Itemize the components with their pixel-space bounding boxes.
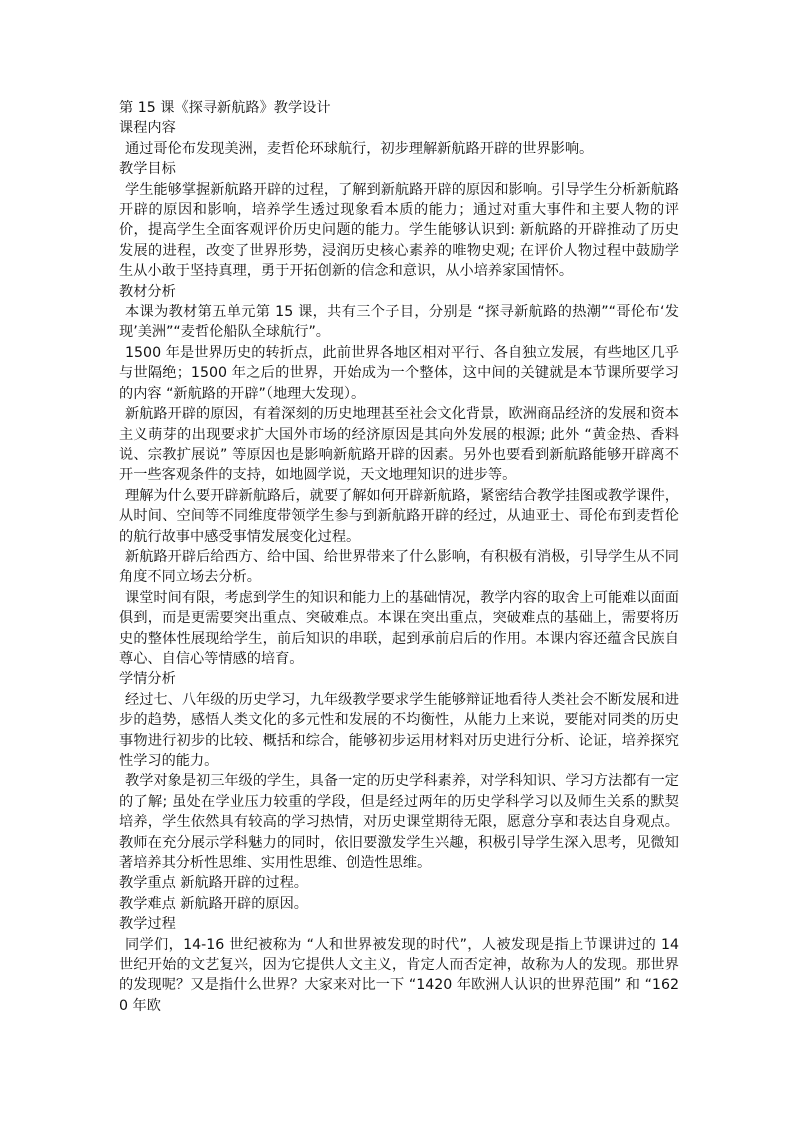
paragraph: 新航路开辟后给西方、给中国、给世界带来了什么影响，有积极有消极，引导学生从不同角度不同立场去分析。 (119, 548, 679, 586)
section-heading-teaching-process: 教学过程 (119, 916, 176, 933)
paragraph: 教学对象是初三年级的学生，具备一定的历史学科素养，对学科知识、学习方法都有一定的了解; 虽处在学业压力较重的学段，但是经过两年的历史学科学习以及师生关系的默契培养，学生依然具有较高的学习热情，对历史课堂期待无限，愿意分享和表达自身观点。教师在充分展示学科魅力的同时，依旧要激发学生兴趣，积极引导学生深入思考，见微知著培养其分析性思维、实用性思维、创造性思维。 (119, 773, 679, 872)
difficult-point: 教学难点 新航路开辟的原因。 (119, 895, 308, 912)
section-heading-teaching-goals: 教学目标 (119, 161, 176, 178)
paragraph: 学生能够掌握新航路开辟的过程，了解到新航路开辟的原因和影响。引导学生分析新航路开辟的原因和影响，培养学生透过现象看本质的能力；通过对重大事件和主要人物的评价，提高学生全面客观评价历史问题的能力。学生能够认识到: 新航路的开辟推动了历史发展的进程，改变了世界形势，浸润历史核心素养的唯物史观; 在评价人物过程中鼓励学生从小敢于坚持真理，勇于开拓创新的信念和意识，从小培养家国情怀。 (119, 181, 679, 280)
section-heading-student-analysis: 学情分析 (119, 671, 176, 688)
key-point: 教学重点 新航路开辟的过程。 (119, 875, 308, 892)
paragraph: 新航路开辟的原因，有着深刻的历史地理甚至社会文化背景，欧洲商品经济的发展和资本主义萌芽的出现要求扩大国外市场的经济原因是其向外发展的根源; 此外 “黄金热、香料说、宗教扩展说” 等原因也是影响新航路开辟的因素。另外也要看到新航路能够开辟离不开一些客观条件的支持，如地圆学说，天文地理知识的进步等。 (119, 406, 679, 484)
paragraph: 1500 年是世界历史的转折点，此前世界各地区相对平行、各自独立发展，有些地区几乎与世隔绝；1500 年之后的世界，开始成为一个整体，这中间的关键就是本节课所要学习的内容 “新航路的开辟”（地理大发现）。 (119, 344, 679, 402)
paragraph: 本课为教材第五单元第 15 课，共有三个子目，分别是 “探寻新航路的热潮”“哥伦布‘发现’美洲”“麦哲伦船队全球航行”。 (119, 304, 679, 341)
paragraph: 理解为什么要开辟新航路后，就要了解如何开辟新航路，紧密结合教学挂图或教学课件，从时间、空间等不同维度带领学生参与到新航路开辟的经过，从迪亚士、哥伦布到麦哲伦的航行故事中感受事情发展变化过程。 (119, 487, 679, 545)
document-title: 第 15 课《探寻新航路》教学设计 (119, 100, 331, 116)
paragraph: 课堂时间有限，考虑到学生的知识和能力上的基础情况，教学内容的取舍上可能难以面面俱到，而是更需要突出重点、突破难点。本课在突出重点，突破难点的基础上，需要将历史的整体性展现给学生，前后知识的串联，起到承前启后的作用。本课内容还蕴含民族自尊心、自信心等情感的培育。 (119, 589, 679, 667)
section-heading-course-content: 课程内容 (119, 120, 176, 137)
paragraph: 通过哥伦布发现美洲，麦哲伦环球航行，初步理解新航路开辟的世界影响。 (125, 140, 594, 157)
paragraph: 同学们，14-16 世纪被称为 “人和世界被发现的时代”，人被发现是指上节课讲过的 14 世纪开始的文艺复兴，因为它提供人文主义，肯定人而否定神，故称为人的发现。那世界的发现呢？又是指什么世界？大家来对比一下 “1420 年欧洲人认识的世界范围” 和 “1620 年欧 (119, 936, 679, 1014)
paragraph: 经过七、八年级的历史学习，九年级教学要求学生能够辩证地看待人类社会不断发展和进步的趋势，感悟人类文化的多元性和发展的不均衡性，从能力上来说，要能对同类的历史事物进行初步的比较、概括和综合，能够初步运用材料对历史进行分析、论证，培养探究性学习的能力。 (119, 691, 679, 769)
section-heading-textbook-analysis: 教材分析 (119, 283, 176, 300)
document-page (119, 98, 679, 1016)
